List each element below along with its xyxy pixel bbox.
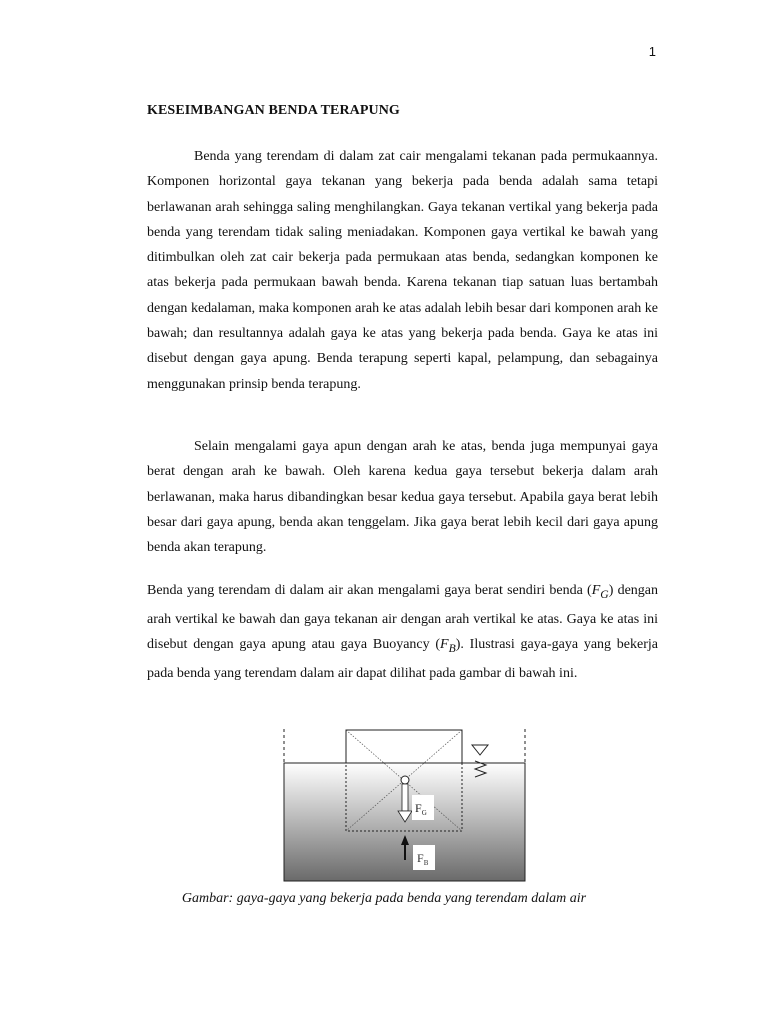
fb-symbol: F <box>440 637 449 653</box>
paragraph-3 <box>147 578 658 687</box>
fb-label: $F_B$ <box>417 851 429 867</box>
buoyancy-arrow-shaft <box>404 844 406 860</box>
page-number: 1 <box>648 44 656 59</box>
buoyancy-figure <box>270 725 540 890</box>
gravity-arrow-shaft <box>402 784 408 811</box>
center-of-gravity-point <box>401 776 409 784</box>
paragraph-3-text-b: ) dengan arah vertikal ke bawah dan gaya tekanan air dengan arah vertikal ke atas. Gaya ke atas ini disebut dengan gaya apung atau gaya Buoyancy ( <box>147 583 659 653</box>
document-title: KESEIMBANGAN BENDA TERAPUNG <box>147 103 400 118</box>
fg-subscript: G <box>600 587 609 601</box>
paragraph-3-text-c: ). Ilustrasi gaya-gaya yang bekerja pada benda yang terendam dalam air dapat dilihat pada gambar di bawah ini. <box>147 637 658 682</box>
fg-label: $F_G$ <box>415 801 427 817</box>
paragraph-2: Selain mengalami gaya apun dengan arah ke atas, benda juga mempunyai gaya berat dengan arah ke bawah. Oleh karena kedua gaya tersebut bekerja dalam arah berlawanan, maka harus dibandingkan besar kedua gaya tersebut. Apabila gaya berat lebih besar dari gaya apung, benda akan tenggelam. Jika gaya berat lebih kecil dari gaya apung benda akan terapung. <box>147 439 658 556</box>
fg-symbol: F <box>591 583 601 598</box>
object-above-water <box>346 730 462 763</box>
paragraph-1: Benda yang terendam di dalam zat cair mengalami tekanan pada permukaannya. Komponen horizontal gaya tekanan yang bekerja pada benda adalah sama tetapi berlawanan arah sehingga saling menghilangkan. Gaya tekanan vertikal yang bekerja pada benda yang terendam tidak saling meniadakan. Komponen gaya vertikal ke bawah yang ditimbulkan oleh zat cair bekerja pada permukaan atas benda, sedangkan komponen ke atas bekerja pada permukaan bawah benda. Karena tekanan tiap satuan luas bertambah dengan kedalaman, maka komponen arah ke atas adalah lebih besar dari komponen arah ke bawah; dan resultannya adalah gaya ke atas yang bekerja pada benda. Gaya ke atas ini disebut dengan gaya apung. Benda terapung seperti kapal, pelampung, dan sebagainya menggunakan prinsip benda terapung. <box>147 149 658 392</box>
paragraph-3-text-a: Benda yang terendam di dalam air akan mengalami gaya berat sendiri benda ( <box>147 583 592 598</box>
fb-subscript: B <box>448 642 456 656</box>
figure-caption: Gambar: gaya-gaya yang bekerja pada benda yang terendam dalam air <box>181 891 587 906</box>
